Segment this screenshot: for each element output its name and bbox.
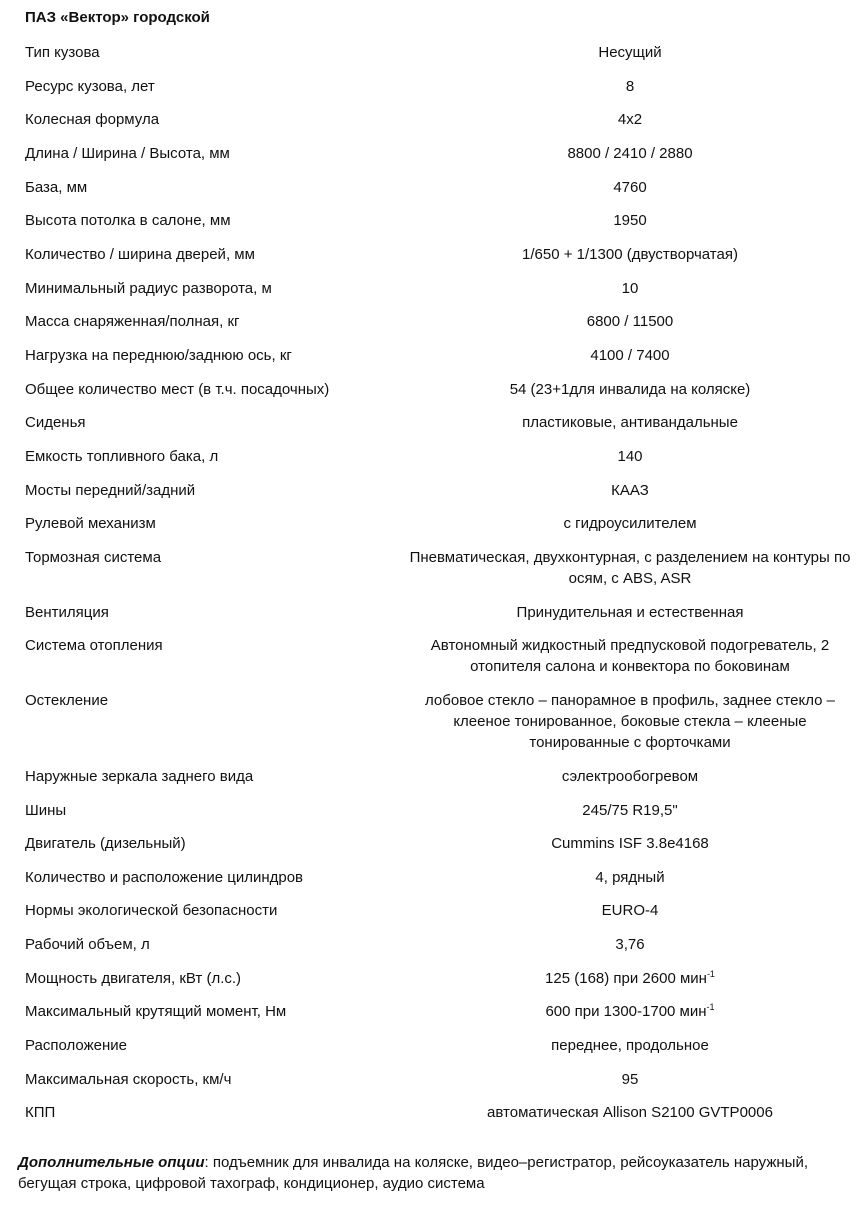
spec-value: 4х2 [617,111,643,128]
spec-value: 10 [621,280,639,297]
spec-label: Тип кузова [25,44,100,61]
spec-label: Общее количество мест (в т.ч. посадочных) [25,381,330,398]
spec-value: Несущий [598,44,662,61]
spec-value: КААЗ [611,482,649,499]
spec-value: автоматическая Allison S2100 GVTP0006 [487,1104,773,1121]
spec-value: 54 (23+1для инвалида на коляске) [509,381,751,398]
spec-label: Масса снаряженная/полная, кг [25,313,240,330]
spec-value: 6800 / 11500 [586,313,674,330]
spec-value: Пневматическая, двухконтурная, с разделением на контуры по осям, с ABS, ASR [409,549,851,587]
spec-value: 8800 / 2410 / 2880 [567,145,693,162]
spec-value: EURO-4 [601,902,659,919]
spec-value-superscript: -1 [706,969,715,979]
spec-label: Ресурс кузова, лет [25,78,155,95]
additional-options-label: Дополнительные опции [18,1154,205,1171]
spec-label: Система отопления [25,637,163,654]
spec-label: КПП [25,1104,56,1121]
spec-label: Максимальная скорость, км/ч [25,1071,232,1088]
spec-label: Минимальный радиус разворота, м [25,280,272,297]
spec-value [405,1001,855,1022]
spec-label: Количество / ширина дверей, мм [25,246,255,263]
spec-value: Cummins ISF 3.8e4168 [551,835,709,852]
spec-value-text: 600 при 1300-1700 мин [545,1003,707,1020]
spec-value: пластиковые, антивандальные [522,414,738,431]
spec-label: Колесная формула [25,111,160,128]
spec-value: 4100 / 7400 [590,347,670,364]
spec-label: Остекление [25,692,109,709]
spec-label: Рулевой механизм [25,515,156,532]
spec-value: Принудительная и естественная [516,604,744,621]
spec-label: Длина / Ширина / Высота, мм [25,145,230,162]
spec-value-superscript: -1 [706,1002,715,1012]
spec-label: Мосты передний/задний [25,482,196,499]
spec-value: 95 [621,1071,639,1088]
spec-label: Нагрузка на переднюю/заднюю ось, кг [25,347,292,364]
spec-label: Высота потолка в салоне, мм [25,212,231,229]
spec-label: База, мм [25,179,88,196]
spec-label: Максимальный крутящий момент, Нм [25,1003,287,1020]
spec-label: Мощность двигателя, кВт (л.с.) [25,970,242,987]
spec-value: лобовое стекло – панорамное в профиль, заднее стекло – клееное тонированное, боковые стекла – клееные тонированные с форточками [424,692,835,751]
spec-value: 140 [617,448,643,465]
spec-value: 1/650 + 1/1300 (двустворчатая) [522,246,738,263]
spec-value: 1950 [613,212,647,229]
spec-value-text: 125 (168) при 2600 мин [545,970,707,987]
spec-label: Наружные зеркала заднего вида [25,768,254,785]
spec-value [405,968,855,989]
spec-label: Расположение [25,1037,127,1054]
spec-value: 4760 [613,179,647,196]
spec-value: 245/75 R19,5" [582,802,678,819]
spec-value: Автономный жидкостный предпусковой подогреватель, 2 отопителя салона и конвектора по боковинам [430,637,830,675]
spec-title: ПАЗ «Вектор» городской [25,9,210,26]
spec-label: Тормозная система [25,549,162,566]
spec-label: Количество и расположение цилиндров [25,869,304,886]
spec-label: Нормы экологической безопасности [25,902,278,919]
additional-options [18,1152,818,1194]
spec-value: сэлектрообогревом [561,768,699,785]
spec-label: Двигатель (дизельный) [25,835,186,852]
spec-value: переднее, продольное [551,1037,709,1054]
spec-label: Вентиляция [25,604,109,621]
spec-label: Рабочий объем, л [25,936,150,953]
spec-value: с гидроусилителем [563,515,697,532]
spec-value: 3,76 [615,936,645,953]
spec-value: 4, рядный [595,869,665,886]
spec-value: 8 [625,78,635,95]
spec-label: Емкость топливного бака, л [25,448,219,465]
additional-options-text: : подъемник для инвалида на коляске, видео–регистратор, рейсоуказатель наружный, бегущая строка, цифровой тахограф, кондиционер, аудио система [18,1154,808,1192]
spec-label: Шины [25,802,67,819]
spec-label: Сиденья [25,414,86,431]
